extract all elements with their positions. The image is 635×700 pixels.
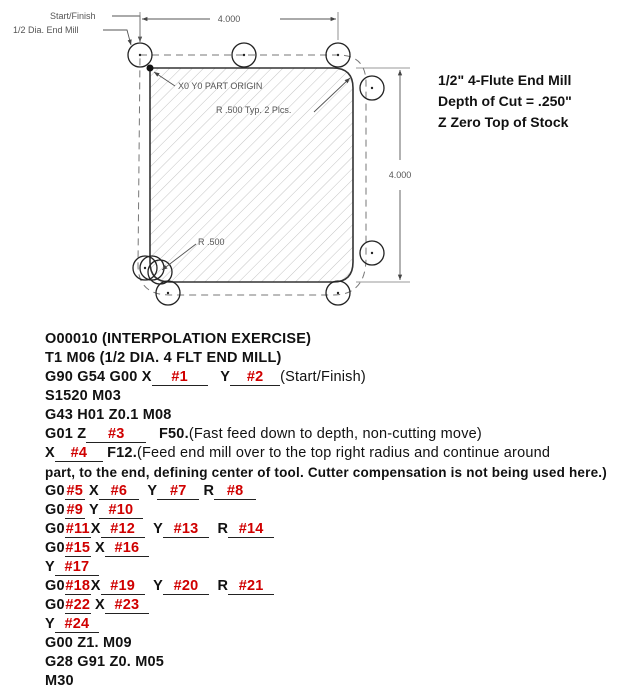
start-finish-label: Start/Finish [50, 11, 96, 21]
top-dimension: 4.000 [217, 14, 241, 24]
program-line: G0 #5 X #6 Y #7 R #8 [45, 482, 630, 501]
blank-9: #9 [66, 502, 84, 518]
radius-typ-label: R .500 Typ. 2 Plcs. [216, 105, 292, 115]
blank-20: #20 [163, 579, 209, 595]
program-line: T1 M06 (1/2 DIA. 4 FLT END MILL) [45, 350, 282, 366]
blank-14: #14 [228, 522, 274, 538]
blank-11: #11 [65, 521, 90, 537]
blank-6: #6 [99, 484, 139, 500]
program-line: M30 [45, 673, 74, 689]
blank-10: #10 [99, 503, 143, 519]
part-outline [150, 68, 353, 282]
blank-22: #22 [65, 597, 91, 613]
tool-notes [438, 70, 572, 133]
blank-13: #13 [163, 522, 209, 538]
blank-24: #24 [55, 617, 99, 633]
blank-17: #17 [55, 560, 99, 576]
right-dimension: 4.000 [388, 170, 412, 180]
blank-21: #21 [228, 579, 274, 595]
zero-note: Z Zero Top of Stock [438, 114, 569, 130]
program-line: O00010 (INTERPOLATION EXERCISE) [45, 331, 312, 347]
blank-3: #3 [86, 427, 146, 443]
blank-5: #5 [66, 483, 84, 499]
program-line: Y #24 [45, 615, 630, 634]
blank-12: #12 [101, 522, 145, 538]
program-line: G0#22 X #23 [45, 596, 630, 615]
program-line: Y #17 [45, 558, 630, 577]
end-mill-label: 1/2 Dia. End Mill [13, 25, 79, 35]
program-line: G0 #9 Y #10 [45, 501, 630, 520]
blank-7: #7 [157, 484, 199, 500]
part-drawing [0, 0, 635, 325]
blank-1: #1 [152, 370, 208, 386]
program-line: X #4 F12.(Feed end mill over to the top right radius and continue around [45, 445, 551, 461]
program-line: G0#18X #19 Y #20 R #21 [45, 577, 630, 596]
program-line: part, to the end, defining center of tool. Cutter compensation is not being used here.) [45, 465, 607, 480]
program-line: S1520 M03 [45, 388, 121, 404]
blank-4: #4 [55, 446, 103, 462]
program-line: G90 G54 G00 X #1 Y #2 (Start/Finish) [45, 369, 366, 385]
program-line: G0#11X #12 Y #13 R #14 [45, 520, 630, 539]
blank-2: #2 [230, 370, 280, 386]
program-line: G43 H01 Z0.1 M08 [45, 407, 172, 423]
gcode-program [45, 330, 630, 691]
radius-label: R .500 [198, 237, 225, 247]
program-line: G0#15 X #16 [45, 539, 630, 558]
blank-16: #16 [105, 541, 149, 557]
blank-8: #8 [214, 484, 256, 500]
tool-note: 1/2" 4-Flute End Mill [438, 72, 572, 88]
blank-18: #18 [65, 578, 91, 594]
program-line: G01 Z #3 F50.(Fast feed down to depth, non-cutting move) [45, 426, 482, 442]
blank-15: #15 [65, 540, 91, 556]
program-line: G28 G91 Z0. M05 [45, 654, 165, 670]
depth-note: Depth of Cut = .250" [438, 93, 572, 109]
program-line: G00 Z1. M09 [45, 635, 132, 651]
blank-23: #23 [105, 598, 149, 614]
blank-19: #19 [101, 579, 145, 595]
origin-label: X0 Y0 PART ORIGIN [178, 81, 263, 91]
origin-dot [147, 65, 154, 72]
